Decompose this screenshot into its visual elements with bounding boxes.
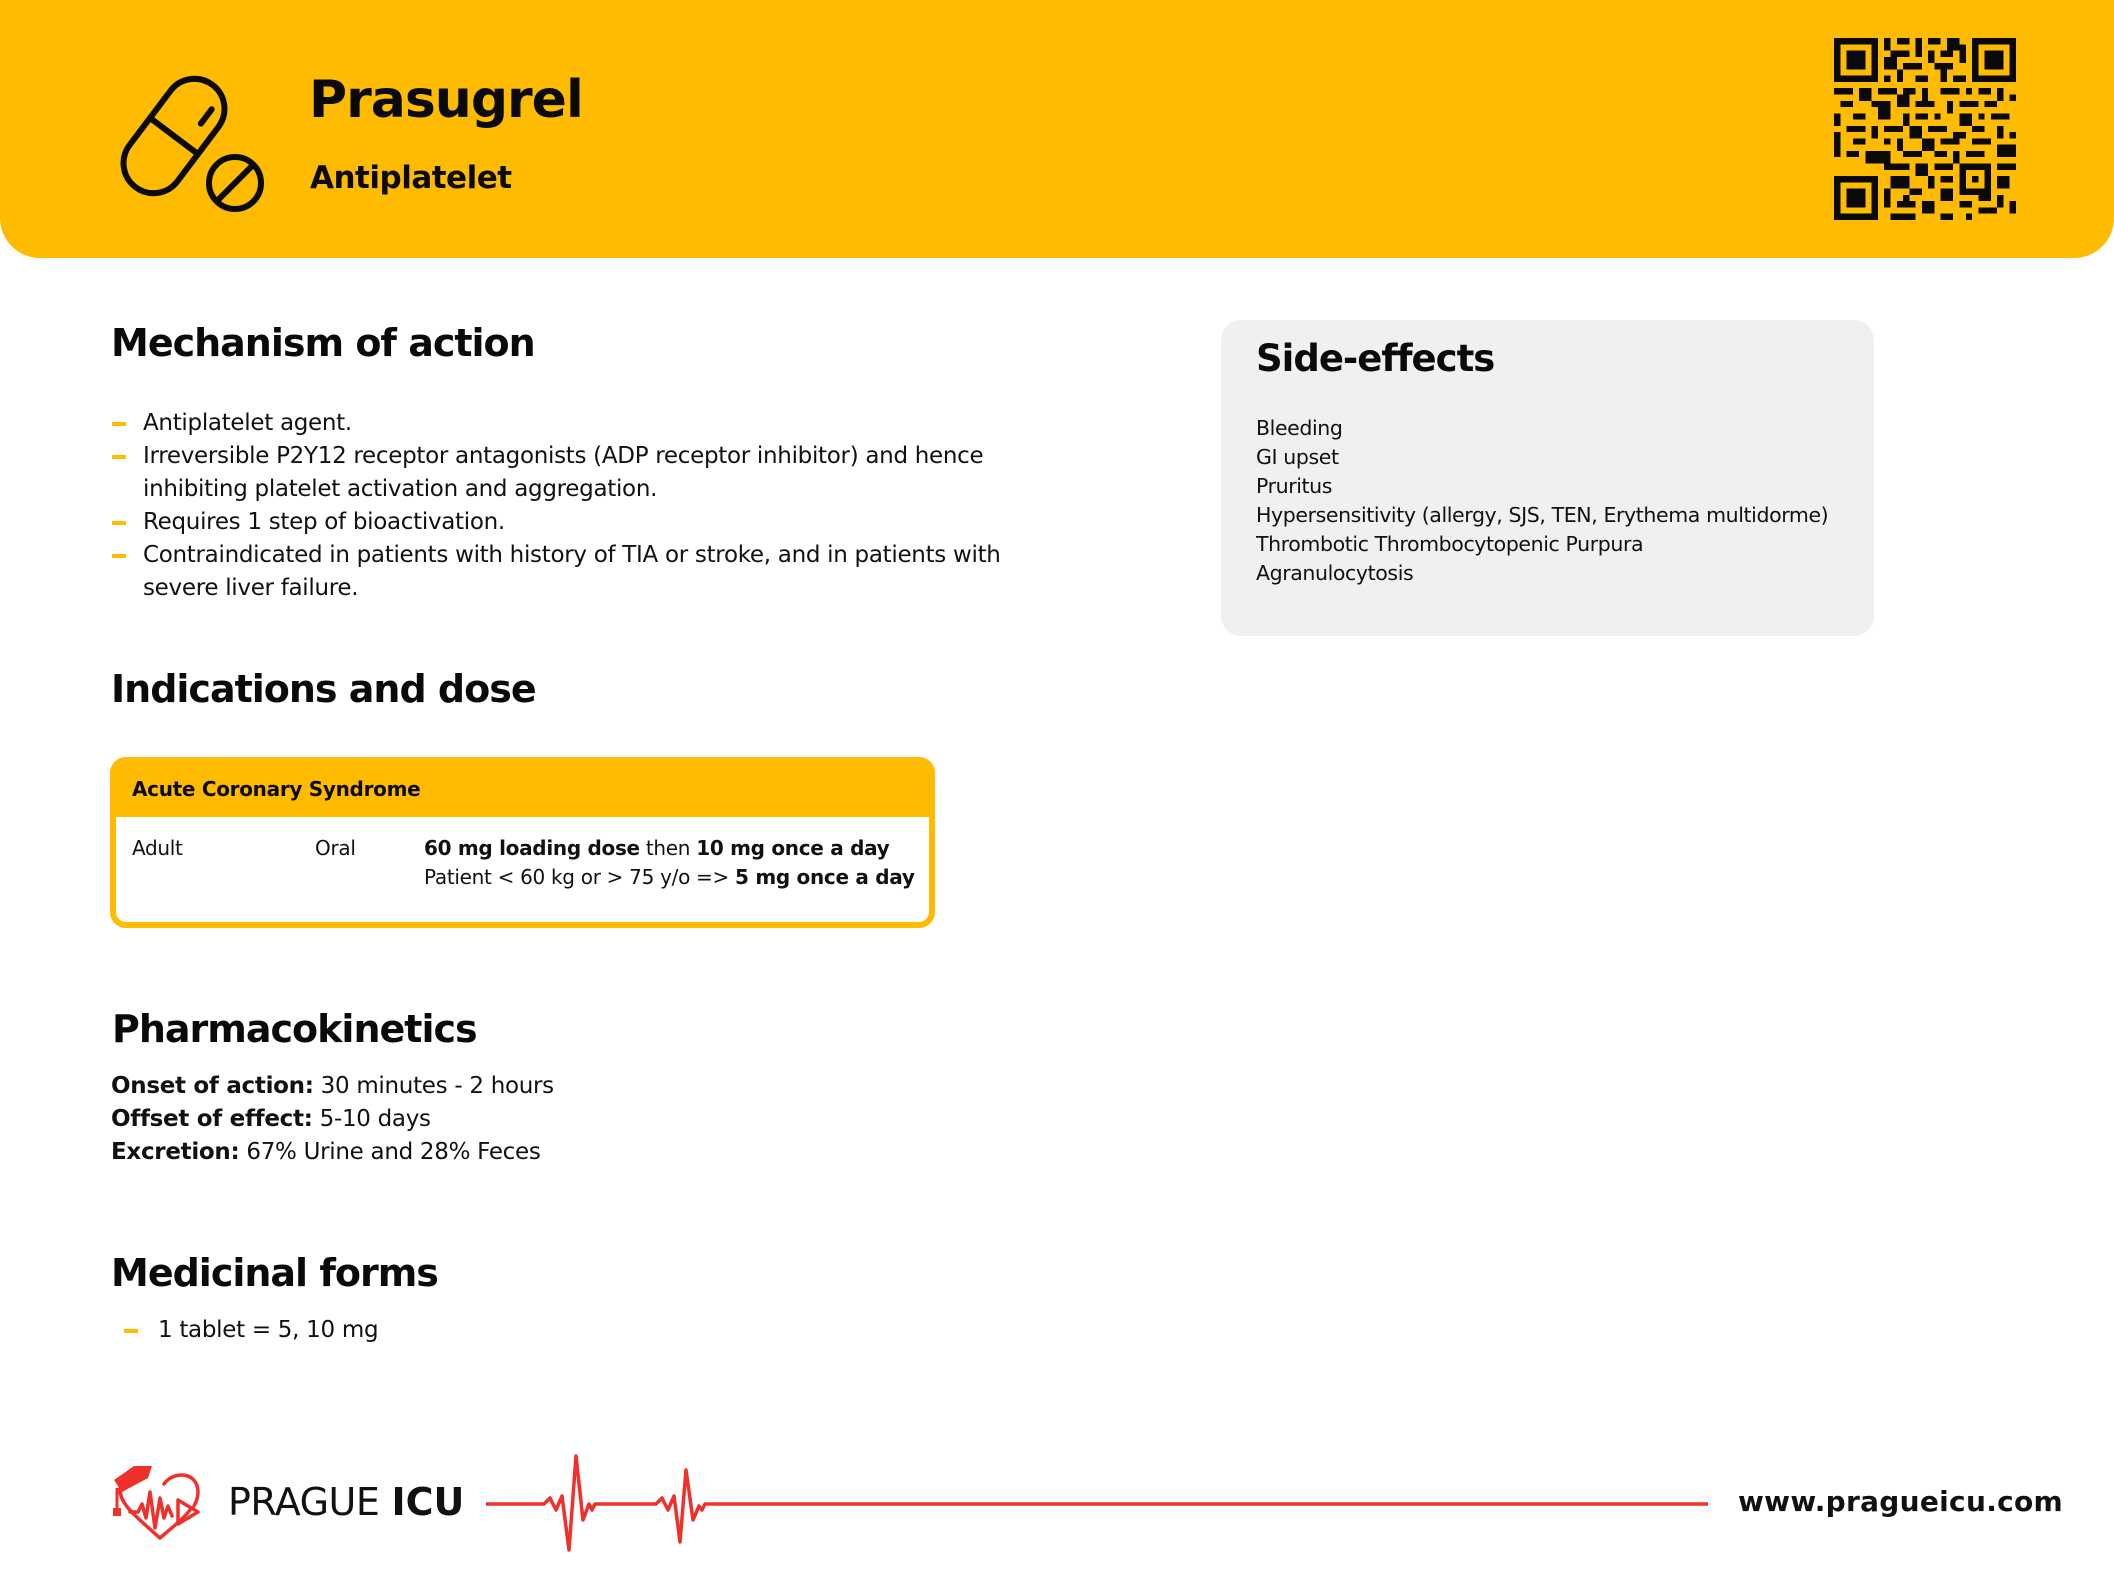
ecg-line-icon — [480, 1448, 1712, 1558]
side-effects-card — [1221, 320, 1874, 636]
list-item: Agranulocytosis — [1256, 561, 1414, 585]
dose-card — [110, 757, 935, 928]
list-item: Requires 1 step of bioactivation. — [112, 506, 1032, 539]
bullet-dash-icon — [124, 1329, 138, 1333]
bullet-dash-icon — [112, 554, 126, 558]
dose-regimen — [424, 834, 915, 892]
drug-name: Prasugrel — [309, 70, 583, 130]
list-item: 1 tablet = 5, 10 mg — [124, 1314, 378, 1347]
drug-class: Antiplatelet — [310, 160, 512, 196]
list-item: Bleeding — [1256, 416, 1343, 440]
side-effects-title: Side-effects — [1256, 337, 1495, 380]
pharmacokinetics-list — [111, 1070, 554, 1169]
qr-code-icon[interactable] — [1834, 38, 2016, 220]
indication-name: Acute Coronary Syndrome — [116, 763, 929, 817]
prague-icu-logo-icon — [108, 1462, 214, 1548]
list-item: Irreversible P2Y12 receptor antagonists (ADP receptor inhibitor) and hence inhibiting platelet activation and aggregation. — [112, 440, 1032, 506]
list-item: Thrombotic Thrombocytopenic Purpura — [1256, 532, 1644, 556]
pill-icon — [118, 70, 266, 212]
dose-route: Oral — [315, 836, 356, 860]
website-link[interactable]: www.pragueicu.com — [1738, 1485, 2064, 1518]
dose-row — [116, 817, 929, 922]
pharmacokinetics-title: Pharmacokinetics — [112, 1007, 477, 1051]
indications-title: Indications and dose — [111, 667, 536, 711]
bullet-dash-icon — [112, 422, 126, 426]
bullet-dash-icon — [112, 521, 126, 525]
medicinal-forms-title: Medicinal forms — [111, 1251, 438, 1295]
medicinal-forms-list — [124, 1314, 378, 1347]
list-item: GI upset — [1256, 445, 1339, 469]
pk-excretion: Excretion: 67% Urine and 28% Feces — [111, 1139, 541, 1165]
side-effects-list — [1256, 414, 1828, 588]
list-item: Antiplatelet agent. — [112, 407, 1032, 440]
list-item: Pruritus — [1256, 474, 1333, 498]
dose-line-2: Patient < 60 kg or > 75 y/o => 5 mg once a day — [424, 865, 915, 889]
mechanism-list — [112, 407, 1032, 605]
pk-offset: Offset of effect: 5-10 days — [111, 1106, 431, 1132]
header-banner — [0, 0, 2114, 258]
pk-onset: Onset of action: 30 minutes - 2 hours — [111, 1073, 554, 1099]
dose-line-1: 60 mg loading dose then 10 mg once a day — [424, 836, 890, 860]
list-item: Contraindicated in patients with history of TIA or stroke, and in patients with severe liver failure. — [112, 539, 1032, 605]
dose-population: Adult — [132, 836, 183, 860]
bullet-dash-icon — [112, 455, 126, 459]
list-item: Hypersensitivity (allergy, SJS, TEN, Erythema multidorme) — [1256, 503, 1829, 527]
mechanism-title: Mechanism of action — [111, 321, 535, 365]
brand-name: PRAGUE ICU — [228, 1480, 465, 1524]
